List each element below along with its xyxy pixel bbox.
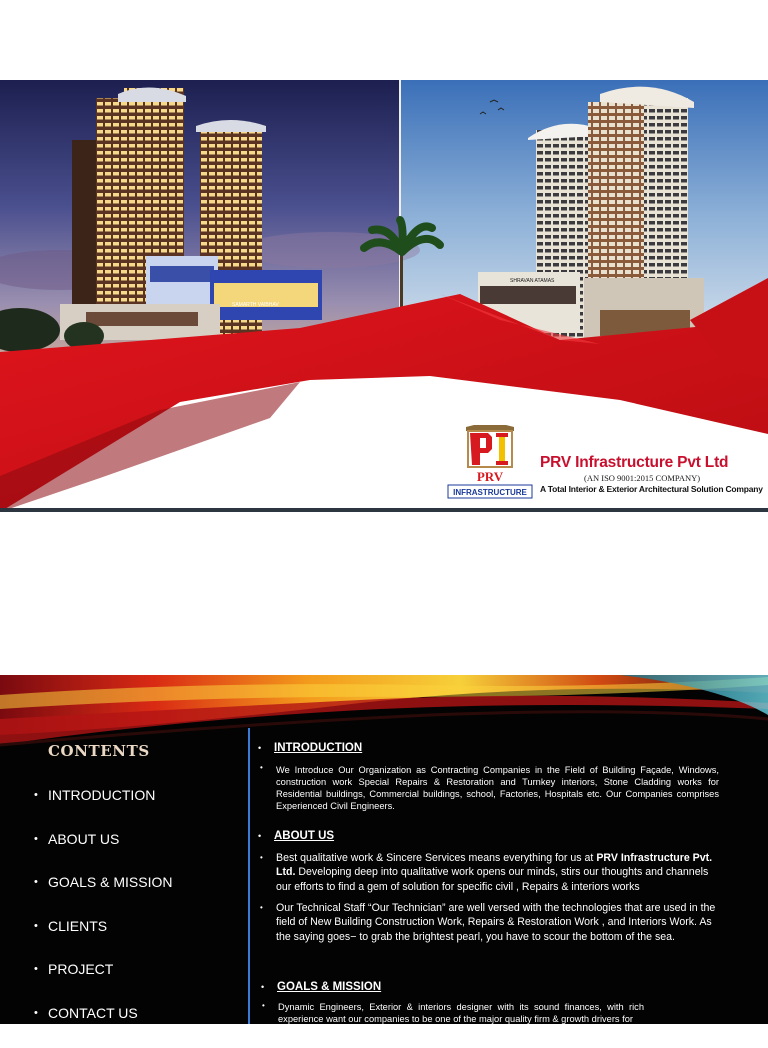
toc-bullet: • [34, 1006, 38, 1019]
introduction-heading: • INTRODUCTION [258, 742, 363, 754]
toc-label: ABOUT US [48, 830, 120, 847]
about-bullet-2: • [260, 903, 263, 912]
about-p1-text: Best qualitative work & Sincere Services means everything for us at [276, 852, 597, 864]
contents-title: CONTENTS [48, 742, 150, 760]
toc-item-about-us[interactable] [34, 830, 172, 874]
table-of-contents [34, 786, 172, 1048]
left-building-sign: SAMARTH VAIBHAV [232, 302, 279, 308]
goals-mission-text: Dynamic Engineers, Exterior & interiors designer with its sound finances, with rich experience want our companies to be one of the major quality firm & growth drivers for [278, 1002, 644, 1024]
about-us-paragraph-2: Our Technical Staff “Our Technician” are well versed with the technologies that are used in the field of New Building Construction Work, Repairs & Restoration Work , and Interiors Work. As the saying goes− to grab the brightest pearl, you have to scour the bottom of the sea. [276, 902, 716, 943]
toc-bullet: • [34, 832, 38, 845]
toc-item-project[interactable] [34, 960, 172, 1004]
toc-label: GOALS & MISSION [48, 874, 173, 891]
right-building-sign: SHRAVAN ATAMAS [510, 278, 555, 284]
bottom-dark-strip [0, 508, 768, 512]
logo-infrastructure-text: INFRASTRUCTURE [453, 488, 527, 497]
intro-bullet: • [260, 763, 263, 772]
company-name: PRV Infrastructure Pvt Ltd [540, 454, 729, 471]
goals-mission-heading: • GOALS & MISSION [261, 981, 382, 993]
toc-item-clients[interactable] [34, 917, 172, 961]
about-p1-company-name: PRV Infrastructure Pvt. Ltd. [276, 852, 713, 879]
toc-label: PROJECT [48, 961, 114, 978]
about-us-heading-text: ABOUT US [274, 830, 335, 842]
about-us-paragraph-1 [276, 851, 716, 894]
toc-bullet: • [34, 919, 38, 932]
toc-label: CONTACT US [48, 1004, 138, 1021]
toc-item-contact-us[interactable] [34, 1004, 172, 1048]
title-slide-artwork [0, 80, 768, 512]
toc-label: INTRODUCTION [48, 787, 156, 803]
logo-prv-text: PRV [476, 469, 504, 484]
toc-bullet: • [34, 789, 38, 801]
about-us-heading: • ABOUT US [258, 830, 335, 842]
about-bullet-1: • [260, 853, 263, 862]
goals-mission-heading-text: GOALS & MISSION [277, 981, 382, 993]
toc-label: CLIENTS [48, 917, 108, 934]
toc-bullet: • [34, 963, 38, 976]
vertical-divider [248, 728, 250, 1024]
prv-logo [444, 425, 536, 503]
company-info [540, 454, 768, 494]
about-p1-text-continued: Developing deep into qualitative work opens our minds, stirs our thoughts and channels our efforts to find a gem of solution for specific civil , Repairs & interiors works [276, 866, 709, 893]
title-slide [0, 80, 768, 512]
company-tagline: A Total Interior & Exterior Architectural Solution Company [540, 484, 763, 494]
iso-certification: (AN ISO 9001:2015 COMPANY) [584, 473, 701, 483]
introduction-heading-text: INTRODUCTION [274, 742, 363, 754]
introduction-text: We Introduce Our Organization as Contracting Companies in the Field of Building Façade, Windows, construction work Special Repairs & Restoration and Turnkey interiors, Stone Cladding works for Residential buildings, Commercial buildings, school, Factories, Hospitals etc. Our Companies comprises Experienced Civil Engineers. [276, 765, 719, 811]
toc-item-goals-mission[interactable] [34, 873, 172, 917]
toc-bullet: • [34, 876, 38, 889]
goals-bullet: • [262, 1001, 265, 1010]
toc-item-introduction[interactable] [34, 786, 172, 830]
